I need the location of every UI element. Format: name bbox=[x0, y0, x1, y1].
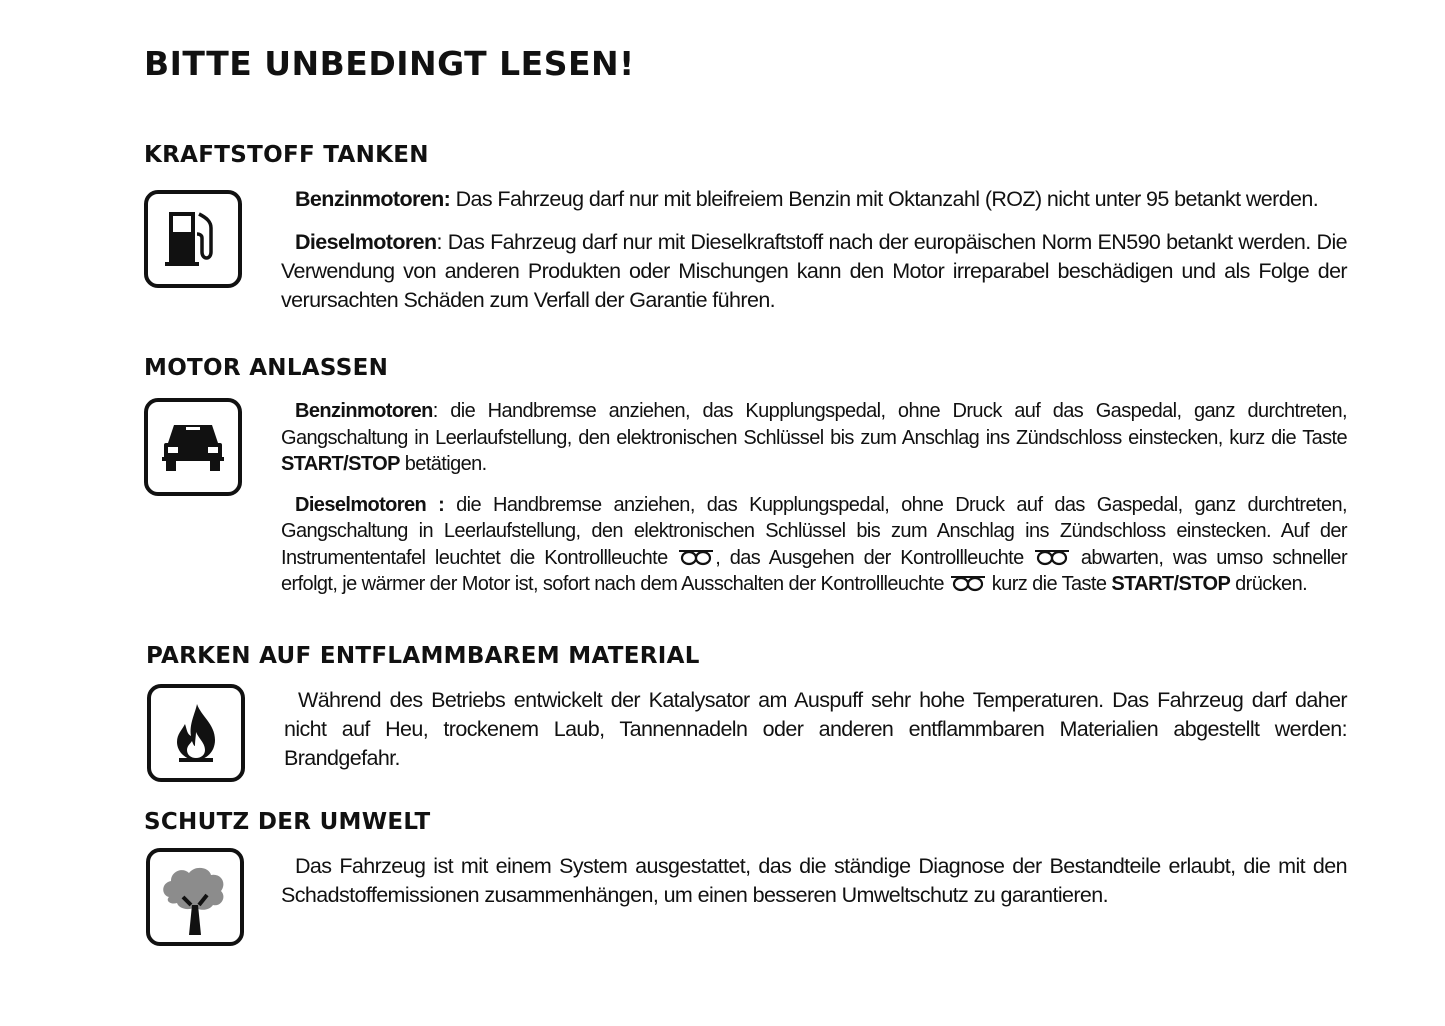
tree-icon bbox=[146, 848, 244, 946]
section-heading-start: MOTOR ANLASSEN bbox=[144, 355, 389, 381]
fuel-pump-icon bbox=[144, 190, 242, 288]
section-heading-environment: SCHUTZ DER UMWELT bbox=[144, 809, 431, 835]
environment-text: Das Fahrzeug ist mit einem System ausgestattet, das die ständige Diagnose der Bestandteile erlaubt, die mit den Schadstoffemissionen zusammenhängen, um einen besseren Umweltschutz zu garantieren. bbox=[281, 854, 1347, 907]
flame-icon bbox=[147, 684, 245, 782]
page-title: BITTE UNBEDINGT LESEN! bbox=[144, 44, 635, 83]
glow-plug-icon bbox=[677, 548, 715, 566]
car-front-icon bbox=[144, 398, 242, 496]
glow-plug-icon bbox=[1033, 548, 1071, 566]
parking-text: Während des Betriebs entwickelt der Katalysator am Auspuff sehr hohe Temperaturen. Das Fahrzeug darf daher nicht auf Heu, trockenem Laub, Tannennadeln oder anderen entflammbaren Materialien abgestellt werden: Brandgefahr. bbox=[284, 688, 1347, 770]
glow-plug-icon bbox=[949, 574, 987, 592]
section-heading-fuel: KRAFTSTOFF TANKEN bbox=[144, 142, 429, 168]
section-heading-parking: PARKEN AUF ENTFLAMMBAREM MATERIAL bbox=[146, 643, 700, 669]
fuel-text: Benzinmotoren: Das Fahrzeug darf nur mit bleifreiem Benzin mit Oktanzahl (ROZ) nicht unter 95 betankt werden. Dieselmotoren: Das Fahrzeug darf nur mit Dieselkraftstoff nach der europäischen Norm EN590 betankt werden. Die Verwendung von anderen Produkten oder Mischungen kann den Motor irreparabel beschädigen und als Folge der verursachten Schäden zum Verfall der Garantie führen. bbox=[281, 187, 1347, 312]
start-text: Benzinmotoren: die Handbremse anziehen, das Kupplungspedal, ohne Druck auf das Gaspedal, ganz durchtreten, Gangschaltung in Leerlaufstellung, den elektronischen Schlüssel bis zum Anschlag ins Zündschloss einstecken, kurz die Taste START/STOP betätigen. Dieselmotoren : die Handbremse anziehen, das Kupplungspedal, ohne Druck auf das Gaspedal, ganz durchtreten, Gangschaltung in Leerlaufstellung, den elektronischen Schlüssel bis zum Anschlag ins Zündschloss einstecken. Auf der Instrumententafel leuchtet die Kontrollleuchte , das Ausgehen der Kontrollleuchte abwarten, was umso schneller erfolgt, je wärmer der Motor ist, sofort nach dem Ausschalten der Kontrollleuchte kurz die Taste START/STOP drücken. bbox=[281, 400, 1348, 595]
